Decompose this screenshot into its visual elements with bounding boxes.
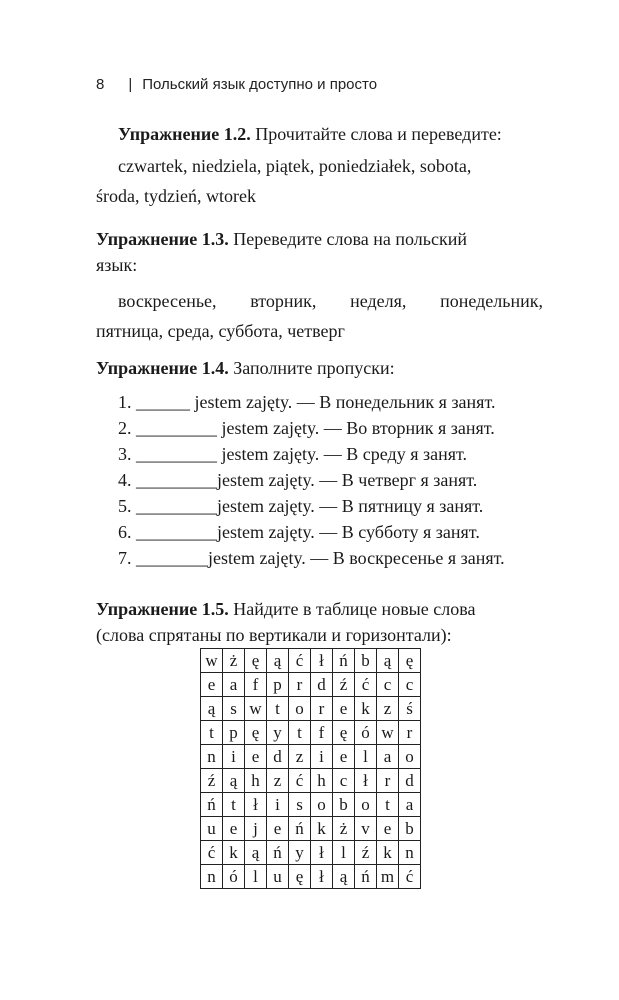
grid-cell: ę	[399, 649, 421, 673]
grid-cell: e	[333, 697, 355, 721]
grid-cell: ł	[355, 769, 377, 793]
grid-cell: s	[223, 697, 245, 721]
grid-cell: c	[399, 673, 421, 697]
grid-cell: l	[355, 745, 377, 769]
exercise-1-3-words-line-1: воскресенье, вторник, неделя, понедельник,	[118, 291, 543, 311]
exercise-1-2	[96, 121, 543, 209]
list-item: 3. _________ jestem zajęty. — В среду я занят.	[118, 444, 467, 464]
exercise-1-2-instruction: Прочитайте слова и переведите:	[250, 124, 502, 144]
grid-cell: n	[201, 865, 223, 889]
grid-cell: o	[311, 793, 333, 817]
word-search-grid	[200, 648, 421, 889]
grid-cell: o	[289, 697, 311, 721]
grid-cell: e	[245, 745, 267, 769]
grid-row	[201, 649, 421, 673]
grid-cell: i	[311, 745, 333, 769]
exercise-1-5-heading	[96, 596, 543, 622]
grid-cell: f	[245, 673, 267, 697]
grid-cell: ć	[289, 649, 311, 673]
exercise-1-2-words-line-1: czwartek, niedziela, piątek, poniedziałek, sobota,	[118, 156, 472, 176]
grid-cell: ó	[355, 721, 377, 745]
grid-cell: ł	[311, 841, 333, 865]
grid-cell: p	[223, 721, 245, 745]
grid-cell: j	[245, 817, 267, 841]
grid-cell: ń	[333, 649, 355, 673]
grid-cell: o	[399, 745, 421, 769]
grid-cell: n	[201, 745, 223, 769]
grid-cell: o	[355, 793, 377, 817]
grid-cell: h	[311, 769, 333, 793]
exercise-1-5-instruction-line-2: (слова спрятаны по вертикали и горизонтали):	[96, 625, 452, 645]
exercise-1-4-list	[118, 389, 543, 571]
grid-cell: ć	[201, 841, 223, 865]
list-item: 6. _________jestem zajęty. — В субботу я занят.	[118, 522, 480, 542]
grid-cell: l	[333, 841, 355, 865]
grid-cell: ę	[245, 649, 267, 673]
grid-cell: ł	[311, 865, 333, 889]
grid-cell: t	[289, 721, 311, 745]
grid-row	[201, 721, 421, 745]
grid-cell: e	[223, 817, 245, 841]
grid-cell: u	[201, 817, 223, 841]
grid-cell: p	[267, 673, 289, 697]
grid-cell: r	[289, 673, 311, 697]
grid-cell: ń	[355, 865, 377, 889]
exercise-1-2-label: Упражнение 1.2.	[118, 124, 251, 144]
running-header	[96, 76, 377, 93]
grid-cell: ą	[245, 841, 267, 865]
grid-cell: r	[399, 721, 421, 745]
grid-cell: w	[377, 721, 399, 745]
exercise-1-2-words-line-2: środa, tydzień, wtorek	[96, 186, 256, 206]
grid-cell: k	[355, 697, 377, 721]
grid-cell: d	[399, 769, 421, 793]
exercise-1-5-label: Упражнение 1.5.	[96, 599, 229, 619]
grid-cell: v	[355, 817, 377, 841]
grid-cell: ń	[201, 793, 223, 817]
grid-cell: s	[289, 793, 311, 817]
grid-cell: k	[311, 817, 333, 841]
grid-cell: z	[267, 769, 289, 793]
grid-cell: d	[267, 745, 289, 769]
grid-cell: i	[223, 745, 245, 769]
exercise-1-3-heading	[96, 226, 543, 252]
exercise-1-3-instruction-line-2: язык:	[96, 255, 138, 275]
grid-cell: z	[377, 697, 399, 721]
grid-cell: t	[223, 793, 245, 817]
grid-cell: k	[223, 841, 245, 865]
grid-cell: ć	[355, 673, 377, 697]
grid-cell: ź	[201, 769, 223, 793]
grid-cell: l	[245, 865, 267, 889]
grid-cell: ź	[333, 673, 355, 697]
exercise-1-4-instruction: Заполните пропуски:	[228, 358, 395, 378]
grid-row	[201, 865, 421, 889]
grid-cell: t	[377, 793, 399, 817]
grid-cell: ą	[377, 649, 399, 673]
grid-cell: ź	[355, 841, 377, 865]
grid-cell: ą	[267, 649, 289, 673]
grid-cell: w	[245, 697, 267, 721]
grid-cell: ń	[289, 817, 311, 841]
grid-cell: f	[311, 721, 333, 745]
grid-cell: e	[267, 817, 289, 841]
grid-cell: c	[333, 769, 355, 793]
grid-cell: a	[223, 673, 245, 697]
grid-cell: r	[377, 769, 399, 793]
grid-cell: a	[399, 793, 421, 817]
list-item: 1. ______ jestem zajęty. — В понедельник я занят.	[118, 392, 496, 412]
grid-cell: e	[333, 745, 355, 769]
grid-cell: ł	[245, 793, 267, 817]
grid-row	[201, 673, 421, 697]
grid-cell: b	[333, 793, 355, 817]
grid-cell: e	[201, 673, 223, 697]
grid-cell: e	[377, 817, 399, 841]
grid-cell: w	[201, 649, 223, 673]
grid-cell: ę	[289, 865, 311, 889]
grid-cell: ó	[223, 865, 245, 889]
grid-cell: u	[267, 865, 289, 889]
grid-row	[201, 745, 421, 769]
exercise-1-3-instruction: Переведите слова на польский	[228, 229, 467, 249]
grid-cell: ą	[223, 769, 245, 793]
exercise-1-4	[96, 355, 543, 571]
grid-cell: h	[245, 769, 267, 793]
grid-row	[201, 817, 421, 841]
exercise-1-5	[96, 596, 543, 648]
list-item: 5. _________jestem zajęty. — В пятницу я занят.	[118, 496, 484, 516]
grid-cell: t	[201, 721, 223, 745]
grid-cell: r	[311, 697, 333, 721]
grid-cell: c	[377, 673, 399, 697]
grid-cell: n	[399, 841, 421, 865]
grid-row	[201, 793, 421, 817]
grid-row	[201, 841, 421, 865]
exercise-1-3	[96, 226, 543, 344]
grid-cell: i	[267, 793, 289, 817]
list-item: 7. ________jestem zajęty. — В воскресенье я занят.	[118, 548, 505, 568]
grid-cell: d	[311, 673, 333, 697]
grid-cell: m	[377, 865, 399, 889]
grid-cell: a	[377, 745, 399, 769]
grid-cell: ę	[245, 721, 267, 745]
grid-cell: ż	[223, 649, 245, 673]
grid-row	[201, 769, 421, 793]
grid-cell: ą	[333, 865, 355, 889]
list-item: 2. _________ jestem zajęty. — Во вторник я занят.	[118, 418, 495, 438]
grid-cell: ż	[333, 817, 355, 841]
grid-cell: ą	[201, 697, 223, 721]
exercise-1-4-label: Упражнение 1.4.	[96, 358, 229, 378]
grid-cell: ń	[267, 841, 289, 865]
list-item: 4. _________jestem zajęty. — В четверг я занят.	[118, 470, 478, 490]
grid-cell: ł	[311, 649, 333, 673]
grid-cell: ć	[289, 769, 311, 793]
exercise-1-3-label: Упражнение 1.3.	[96, 229, 229, 249]
grid-cell: y	[289, 841, 311, 865]
exercise-1-3-words-line-2: пятница, среда, суббота, четверг	[96, 321, 345, 341]
grid-cell: ś	[399, 697, 421, 721]
grid-cell: t	[267, 697, 289, 721]
exercise-1-2-heading	[118, 121, 543, 147]
grid-cell: k	[377, 841, 399, 865]
grid-cell: y	[267, 721, 289, 745]
exercise-1-4-heading	[96, 355, 543, 381]
grid-row	[201, 697, 421, 721]
grid-cell: z	[289, 745, 311, 769]
grid-cell: b	[399, 817, 421, 841]
exercise-1-5-instruction: Найдите в таблице новые слова	[228, 599, 476, 619]
grid-cell: b	[355, 649, 377, 673]
grid-cell: ę	[333, 721, 355, 745]
header-separator: |	[128, 76, 133, 93]
book-title: Польский язык доступно и просто	[142, 76, 378, 93]
grid-cell: ć	[399, 865, 421, 889]
page-number: 8	[96, 76, 105, 93]
